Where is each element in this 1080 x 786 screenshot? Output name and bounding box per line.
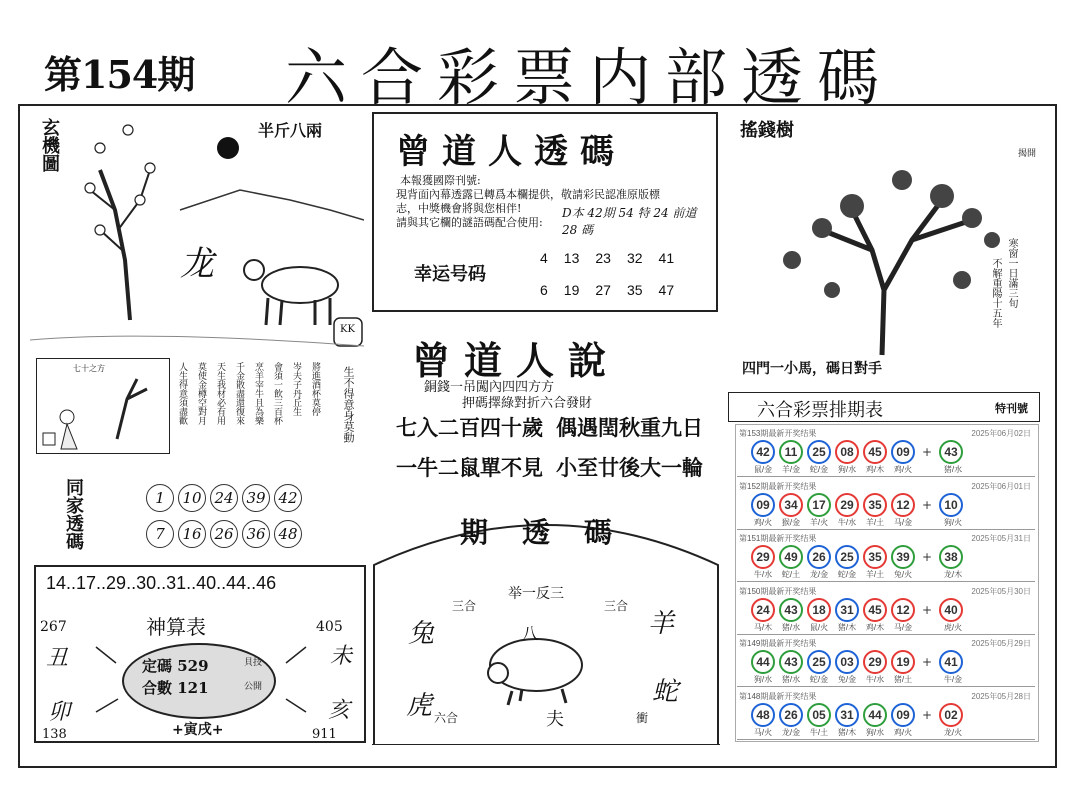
lucky-number: 4 [540,250,548,266]
zodiac-label: 猪/木 [837,727,857,737]
circled-number: 39 [242,484,270,512]
numbers-line: 14..17..29..30..31..40..44..46 [46,573,277,593]
spacer [919,569,937,580]
poem-col: 人生得意須盡歡 [177,362,187,425]
arrow-lines [36,567,368,745]
he-shu: 合數 121 [142,679,209,697]
zodiac-label: 龙/金 [781,727,801,737]
xuanji-panel [30,110,364,350]
zodiac-char: 亥 [328,698,351,723]
lottery-ball: 29 [863,650,887,674]
shuo-line: 押碼擇綠對折六合發財 [462,396,593,411]
circled-number: 10 [178,484,206,512]
circled-number: 48 [274,520,302,548]
lottery-ball: 02 [939,703,963,727]
lottery-ball: 44 [751,650,775,674]
zodiac-label: 羊/土 [865,517,885,527]
circled-number: 1 [146,484,174,512]
zodiac-char: 丑 [46,646,69,671]
spacer [919,674,937,685]
lottery-ball: 12 [891,598,915,622]
left-bottom-num: 138 [42,727,67,742]
page-title: 六合彩票内部透碼 [285,41,894,114]
lottery-ball: 05 [807,703,831,727]
issue-number: 第154期 [44,52,195,97]
zodiac-label: 鸡/木 [865,622,885,632]
lottery-ball: 44 [863,703,887,727]
result-zodiac [751,517,965,528]
result-zodiac [751,727,965,738]
jar-label: KK [340,324,355,335]
result-balls [751,598,963,622]
lottery-ball: 29 [835,493,859,517]
moon-icon [217,137,239,159]
lottery-ball: 31 [835,703,859,727]
zodiac-label: 马/木 [753,622,773,632]
poem-col: 岑夫子丹丘生 [291,362,301,416]
lottery-ball: 45 [863,598,887,622]
lottery-ball: 29 [751,545,775,569]
qi-tou-ma: 期透碼 [460,516,647,549]
zodiac-label: 蛇/金 [837,570,857,579]
bottom-center: 举一反三 [508,586,564,602]
tree-poem: 寒窗一日滿三旬 [1006,238,1017,308]
result-label: 第150期最新开奖结果 [739,586,817,596]
lottery-ball: 49 [779,545,803,569]
lucky-number: 13 [563,250,580,266]
zodiac-label: 猪/木 [837,622,857,632]
tree-poem: 不解重陽十五年 [990,258,1001,328]
zodiac-label: 鼠/火 [809,622,829,632]
zodiac-char: 未 [330,644,353,669]
zodiac-label: 马/金 [893,517,913,527]
circled-number: 16 [178,520,206,548]
lottery-ball: 42 [751,440,775,464]
lucky-number: 32 [626,250,643,266]
plus-sign: + [922,550,933,564]
result-row [737,426,1035,477]
shensuan-panel [34,565,366,743]
chong-label: 衝 [636,711,649,725]
zodiac-label: 羊/金 [781,465,801,474]
result-label: 第151期最新开奖结果 [739,534,817,543]
zodiac-label: 牛/水 [865,675,885,684]
zodiac-label: 蛇/金 [809,675,829,684]
zodiac-label: 鼠/金 [753,465,773,474]
zodiac-label: 狗/火 [943,517,963,527]
zodiac-label: 龙/木 [943,570,963,579]
poem-col: 將進酒杯莫停 [310,362,320,416]
spacer [919,727,937,738]
tree-caption: 四門一小馬，碼日對手 [742,361,882,377]
result-date: 2025年05月31日 [971,534,1031,543]
plus-sign: + [922,655,933,669]
lottery-ball: 48 [751,703,775,727]
liuhe-label: 六合 [434,711,459,725]
side-tag: 貝技 [244,658,263,668]
tree-badge: 揭開 [1018,149,1037,159]
zodiac-label: 虎/火 [943,622,963,632]
result-row [737,584,1035,635]
zodiac-label: 牛/金 [943,675,963,684]
lottery-ball: 38 [939,545,963,569]
result-date: 2025年05月29日 [971,639,1031,648]
lucky-row-2 [540,282,674,298]
lottery-ball: 31 [835,598,859,622]
tree-title: 搖錢樹 [740,120,794,141]
zodiac-label: 鸡/木 [865,465,885,474]
result-label: 第148期最新开奖结果 [739,691,817,701]
poem-col: 莫使金樽空對月 [196,362,206,425]
xuanji-label: 玄機圖 [39,118,60,172]
notice-line: 志，中獎機會將與您相伴! [396,202,522,215]
result-date: 2025年06月02日 [971,429,1031,438]
hand-char: 蛇 [652,677,679,707]
zodiac-label: 牛/水 [837,517,857,527]
lucky-number: 6 [540,282,548,298]
right-bottom-num: 911 [312,727,337,742]
spacer [919,622,937,633]
lucky-label: 幸运号码 [414,264,486,285]
zodiac-label: 兔/金 [837,675,857,684]
lucky-number: 47 [658,282,675,298]
shensuan-title: 神算表 [146,615,206,639]
yin-xu: +寅戌+ [172,722,224,738]
zodiac-label: 猪/水 [781,622,801,632]
result-label: 第152期最新开奖结果 [739,481,817,491]
lottery-ball: 26 [779,703,803,727]
lottery-ball: 24 [751,598,775,622]
lottery-ball: 25 [807,440,831,464]
zodiac-label: 马/金 [893,622,913,632]
lottery-ball: 09 [891,440,915,464]
shuo-panel [372,316,720,506]
poem-col: 烹羊宰牛且為樂 [253,362,263,425]
schedule-tag: 特刊號 [995,402,1028,415]
result-zodiac [751,674,965,685]
lucky-number: 35 [626,282,643,298]
poem-col: 天生我材必有用 [215,362,225,425]
lottery-ball: 26 [807,545,831,569]
ding-ma: 定碼 529 [142,657,209,675]
lottery-ball: 17 [807,493,831,517]
result-zodiac [751,622,965,633]
hand-char: 羊 [648,609,675,639]
circled-number: 36 [242,520,270,548]
lottery-ball: 09 [891,703,915,727]
circle-row-2 [146,520,306,548]
tou-ma-title: 曾道人透碼 [396,132,626,172]
plus-sign: + [922,707,933,722]
lottery-ball: 09 [751,493,775,517]
tree-drawing [732,110,1042,385]
result-date: 2025年06月01日 [971,481,1031,491]
zodiac-label: 兔/火 [893,570,913,579]
result-balls [751,650,963,674]
seventy-panel [36,358,170,454]
plus-sign: + [922,602,933,617]
sanhe-left: 三合 [452,599,477,613]
plus-sign: + [922,497,933,512]
lottery-ball: 25 [807,650,831,674]
lottery-ball: 12 [891,493,915,517]
zodiac-label: 牛/土 [809,727,829,737]
result-label: 第149期最新开奖结果 [739,639,817,648]
poem-line: 偶遇閏秋重九日 [556,415,703,440]
result-row [737,689,1035,740]
hand-char: 兔 [408,619,435,649]
zodiac-label: 猪/土 [893,675,913,684]
result-row [737,479,1035,530]
circle-row-1 [146,484,306,512]
lottery-ball: 19 [891,650,915,674]
lottery-ball: 18 [807,598,831,622]
zodiac-label: 蛇/金 [809,465,829,474]
poem-col: 千金散盡還復來 [234,362,244,425]
notice-line: 現背面內幕透露已轉爲本欄提供，敬請彩民認准原版標 [396,188,660,201]
zodiac-label: 猪/水 [943,465,963,474]
poem-line: 小至廿後大一輪 [556,455,703,480]
xuanji-drawing [30,110,364,350]
result-zodiac [751,464,965,475]
lottery-ball: 43 [939,440,963,464]
lucky-number: 41 [658,250,675,266]
poem-line: 一牛二鼠單不見 [396,455,543,480]
handwritten-note: D本 42期 54 特 24 前道 28 碼 [562,206,697,237]
poem-line: 七入二百四十歲 [396,415,543,440]
qi-panel [372,505,720,745]
zodiac-label: 猴/金 [781,517,801,527]
lottery-ball: 41 [939,650,963,674]
lottery-ball: 43 [779,598,803,622]
shuo-line: 銅錢一吊闖內四四方方 [424,380,555,395]
zodiac-label: 蛇/土 [781,570,801,579]
left-top-num: 267 [40,619,67,635]
xuanji-caption: 半斤八兩 [258,121,323,140]
lottery-ball: 34 [779,493,803,517]
lucky-number: 19 [563,282,580,298]
circled-number: 7 [146,520,174,548]
result-row [737,636,1035,687]
fu-char: 夫 [546,709,564,730]
result-balls [751,440,963,464]
lottery-ball: 39 [891,545,915,569]
tree-panel [732,110,1042,385]
ba-char: 八 [522,624,539,643]
hand-char: 虎 [406,691,433,721]
right-top-num: 405 [316,619,343,635]
zodiac-char: 卯 [48,700,71,725]
lottery-ball: 08 [835,440,859,464]
result-balls [751,493,963,517]
circled-number: 26 [210,520,238,548]
side-tag: 公開 [244,682,263,692]
result-balls [751,703,963,727]
zodiac-label: 马/火 [753,727,773,737]
result-date: 2025年05月28日 [971,691,1031,701]
toumа-panel [372,112,718,312]
zodiac-label: 牛/水 [753,570,773,579]
poem-columns [176,362,326,452]
drawing-char: 龙 [180,244,214,284]
seventy-label: 七十之方 [73,364,105,373]
zodiac-label: 鸡/火 [753,517,773,527]
tongjia-label: 同家透碼 [63,478,84,550]
seventy-drawing [37,359,171,455]
lottery-ball: 40 [939,598,963,622]
poem-vertical: 生不得意身莫動 [342,366,355,443]
lottery-ball: 03 [835,650,859,674]
lottery-ball: 35 [863,493,887,517]
zodiac-label: 羊/土 [865,570,885,579]
schedule-title: 六合彩票排期表 [757,400,883,421]
circled-number: 24 [210,484,238,512]
spacer [919,517,937,528]
result-zodiac [751,569,965,580]
lottery-ball: 11 [779,440,803,464]
schedule-header [728,392,1040,422]
circled-number: 42 [274,484,302,512]
result-balls [751,545,963,569]
zodiac-label: 鸡/火 [893,727,913,737]
zodiac-label: 鸡/火 [893,465,913,474]
notice-line: 本報獲國際刊號: [400,174,481,187]
lottery-ball: 45 [863,440,887,464]
lottery-ball: 10 [939,493,963,517]
sanhe-right: 三合 [604,599,629,613]
zodiac-label: 狗/水 [753,675,773,684]
lottery-ball: 43 [779,650,803,674]
lottery-ball: 35 [863,545,887,569]
result-date: 2025年05月30日 [971,586,1031,596]
shuo-title: 曾道人說 [412,338,621,383]
zodiac-label: 狗/水 [865,727,885,737]
notice-line: 請與其它欄的謎語碼配合使用: [396,216,543,229]
lucky-number: 23 [595,250,611,266]
lottery-ball: 25 [835,545,859,569]
result-label: 第153期最新开奖结果 [739,429,817,438]
zodiac-label: 猪/水 [781,675,801,684]
zodiac-label: 龙/金 [809,570,829,579]
zodiac-label: 狗/水 [837,465,857,474]
result-row [737,531,1035,582]
lucky-row-1 [540,250,674,266]
poem-col: 會須一飲三百杯 [272,362,282,425]
zodiac-label: 羊/火 [809,517,829,527]
lucky-number: 27 [595,282,611,298]
zodiac-label: 龙/火 [943,727,963,737]
plus-sign: + [922,445,933,459]
spacer [919,464,937,475]
